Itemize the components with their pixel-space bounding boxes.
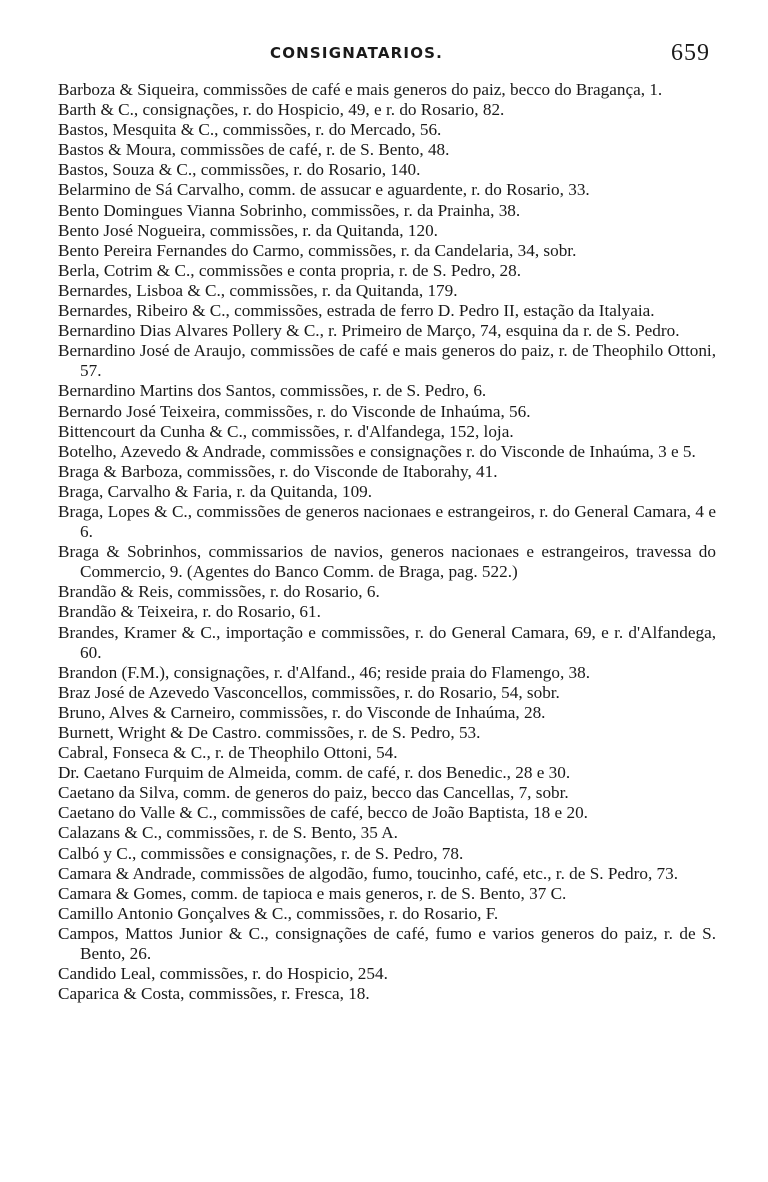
directory-entry: Bernardino José de Araujo, commissões de café e mais generos do paiz, r. de Theophilo Ottoni, 57.: [58, 341, 716, 381]
page-number: 659: [671, 40, 710, 66]
directory-entry: Camara & Andrade, commissões de algodão, fumo, toucinho, café, etc., r. de S. Pedro, 73.: [58, 863, 679, 883]
directory-entry: Brandão & Reis, commissões, r. do Rosario, 6.: [58, 582, 380, 602]
directory-entry: Bento Pereira Fernandes do Carmo, commissões, r. da Candelaria, 34, sobr.: [58, 240, 577, 260]
directory-entry: Bastos, Mesquita & C., commissões, r. do Mercado, 56.: [58, 120, 442, 140]
directory-entry: Barth & C., consignações, r. do Hospicio, 49, e r. do Rosario, 82.: [58, 100, 505, 120]
directory-entry: Braga & Barboza, commissões, r. do Visconde de Itaborahy, 41.: [58, 461, 498, 481]
directory-entry: Bruno, Alves & Carneiro, commissões, r. do Visconde de Inhaúma, 28.: [58, 702, 546, 722]
directory-entry: Bernardes, Lisboa & C., commissões, r. da Quitanda, 179.: [58, 280, 458, 300]
directory-entry: Brandon (F.M.), consignações, r. d'Alfand., 46; reside praia do Flamengo, 38.: [58, 662, 591, 682]
directory-entry: Cabral, Fonseca & C., r. de Theophilo Ottoni, 54.: [58, 743, 398, 763]
running-title: CONSIGNATARIOS.: [270, 44, 444, 62]
directory-entry: Bittencourt da Cunha & C., commissões, r. d'Alfandega, 152, loja.: [58, 421, 514, 441]
directory-entry: Belarmino de Sá Carvalho, comm. de assucar e aguardente, r. do Rosario, 33.: [58, 180, 590, 200]
directory-entries: [58, 80, 716, 1004]
directory-entry: Camillo Antonio Gonçalves & C., commissões, r. do Rosario, F.: [58, 903, 499, 923]
directory-entry: Braga, Lopes & C., commissões de generos nacionaes e estrangeiros, r. do General Camara, 4 e 6.: [58, 501, 716, 542]
directory-entry: Bento Domingues Vianna Sobrinho, commissões, r. da Prainha, 38.: [58, 200, 521, 220]
directory-entry: Botelho, Azevedo & Andrade, commissões e consignações r. do Visconde de Inhaúma, 3 e 5.: [58, 441, 696, 461]
directory-entry: Brandes, Kramer & C., importação e commissões, r. do General Camara, 69, e r. d'Alfandega, 60.: [58, 622, 716, 662]
directory-entry: Bento José Nogueira, commissões, r. da Quitanda, 120.: [58, 220, 438, 240]
directory-entry: Braz José de Azevedo Vasconcellos, commissões, r. do Rosario, 54, sobr.: [58, 682, 560, 702]
directory-entry: Bernardino Dias Alvares Pollery & C., r. Primeiro de Março, 74, esquina da r. de S. Pedro.: [58, 321, 680, 341]
directory-entry: Bastos, Souza & C., commissões, r. do Rosario, 140.: [58, 160, 421, 180]
directory-entry: Candido Leal, commissões, r. do Hospicio, 254.: [58, 964, 388, 984]
directory-entry: Dr. Caetano Furquim de Almeida, comm. de café, r. dos Benedic., 28 e 30.: [58, 763, 571, 783]
directory-entry: Calbó y C., commissões e consignações, r. de S. Pedro, 78.: [58, 843, 464, 863]
directory-entry: Burnett, Wright & De Castro. commissões, r. de S. Pedro, 53.: [58, 723, 481, 742]
directory-entry: Bernardino Martins dos Santos, commissões, r. de S. Pedro, 6.: [58, 381, 487, 401]
page-header: [60, 40, 710, 74]
directory-entry: Bastos & Moura, commissões de café, r. de S. Bento, 48.: [58, 140, 450, 160]
directory-entry: Bernardo José Teixeira, commissões, r. do Visconde de Inhaúma, 56.: [58, 401, 531, 421]
directory-entry: Barboza & Siqueira, commissões de café e mais generos do paiz, becco do Bragança, 1.: [58, 80, 663, 99]
directory-entry: Bernardes, Ribeiro & C., commissões, estrada de ferro D. Pedro II, estação da Italyaia.: [58, 301, 655, 321]
directory-entry: Calazans & C., commissões, r. de S. Bento, 35 A.: [58, 823, 398, 843]
directory-entry: Braga & Sobrinhos, commissarios de navios, generos nacionaes e estrangeiros, travessa do Commercio, 9. (Agentes do Banco Comm. de Braga, pag. 522.): [58, 542, 716, 582]
directory-entry: Berla, Cotrim & C., commissões e conta propria, r. de S. Pedro, 28.: [58, 260, 522, 280]
directory-entry: Camara & Gomes, comm. de tapioca e mais generos, r. de S. Bento, 37 C.: [58, 883, 567, 903]
directory-entry: Caetano do Valle & C., commissões de café, becco de João Baptista, 18 e 20.: [58, 803, 588, 823]
directory-entry: Braga, Carvalho & Faria, r. da Quitanda, 109.: [58, 481, 373, 501]
directory-entry: Caparica & Costa, commissões, r. Fresca, 18.: [58, 984, 370, 1004]
directory-entry: Caetano da Silva, comm. de generos do paiz, becco das Cancellas, 7, sobr.: [58, 783, 569, 803]
directory-entry: Campos, Mattos Junior & C., consignações de café, fumo e varios generos do paiz, r. de S. Bento, 26.: [58, 923, 716, 964]
directory-entry: Brandão & Teixeira, r. do Rosario, 61.: [58, 602, 321, 622]
